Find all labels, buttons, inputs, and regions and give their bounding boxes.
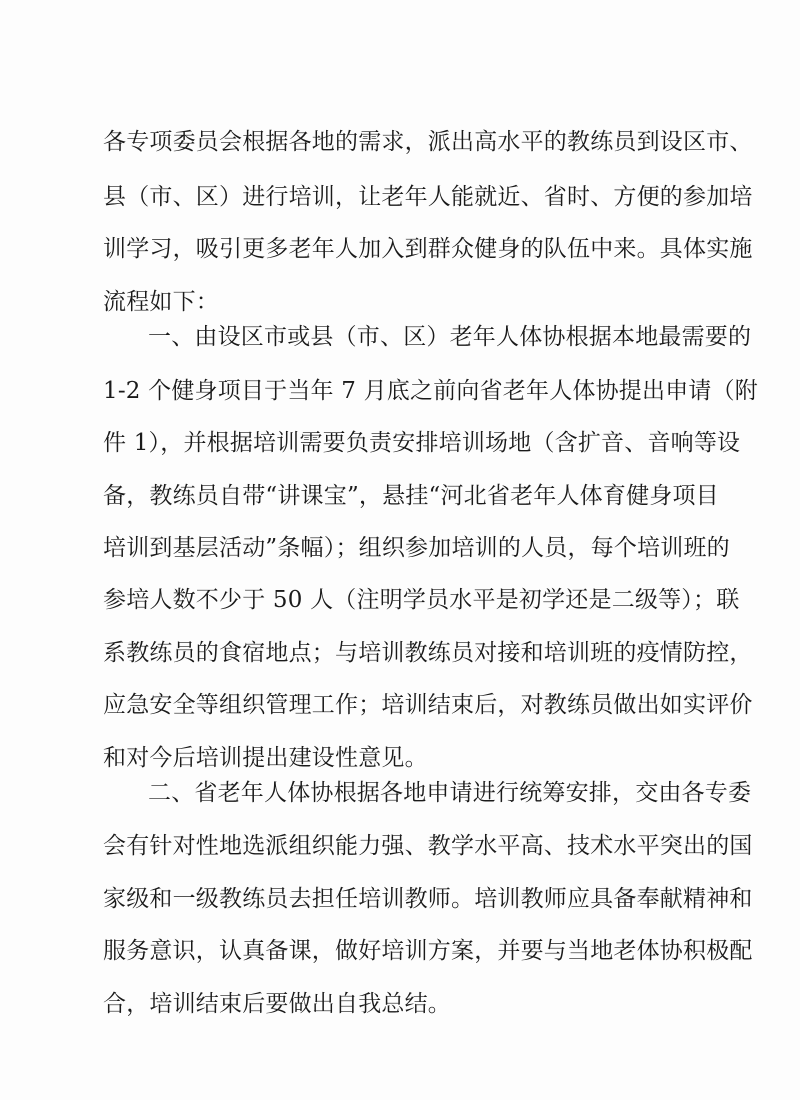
text-line: 会有针对性地选派组织能力强、教学水平高、技术水平突出的国 [103,833,753,859]
text-line: 家级和一级教练员去担任培训教师。培训教师应具备奉献精神和 [103,886,753,912]
text-line: 备，教练员自带“讲课宝”，悬挂“河北省老年人体育健身项目 [103,483,719,509]
text-line: 1-2 个健身项目于当年 7 月底之前向省老年人体协提出申请（附 [103,378,759,404]
text-line: 合，培训结束后要做出自我总结。 [103,991,451,1017]
text-line: 二、省老年人体协根据各地申请进行统筹安排，交由各专委 [148,780,752,806]
text-line: 参培人数不少于 50 人（注明学员水平是初学还是二级等）；联 [103,587,740,613]
text-line: 训学习，吸引更多老年人加入到群众健身的队伍中来。具体实施 [103,236,753,262]
text-line: 服务意识，认真备课，做好培训方案，并要与当地老体协积极配 [103,938,753,964]
text-line: 流程如下： [103,289,219,315]
text-line: 和对今后培训提出建设性意见。 [103,745,428,771]
text-line: 一、由设区市或县（市、区）老年人体协根据本地最需要的 [148,324,752,350]
text-line: 应急安全等组织管理工作；培训结束后，对教练员做出如实评价 [103,692,753,718]
text-line: 件 1），并根据培训需要负责安排培训场地（含扩音、音响等设 [103,430,741,456]
text-line: 系教练员的食宿地点；与培训教练员对接和培训班的疫情防控， [103,640,753,666]
text-line: 各专项委员会根据各地的需求，派出高水平的教练员到设区市、 [103,129,753,155]
text-line: 培训到基层活动”条幅）；组织参加培训的人员，每个培训班的 [103,535,730,561]
text-line: 县（市、区）进行培训，让老年人能就近、省时、方便的参加培 [103,184,753,210]
